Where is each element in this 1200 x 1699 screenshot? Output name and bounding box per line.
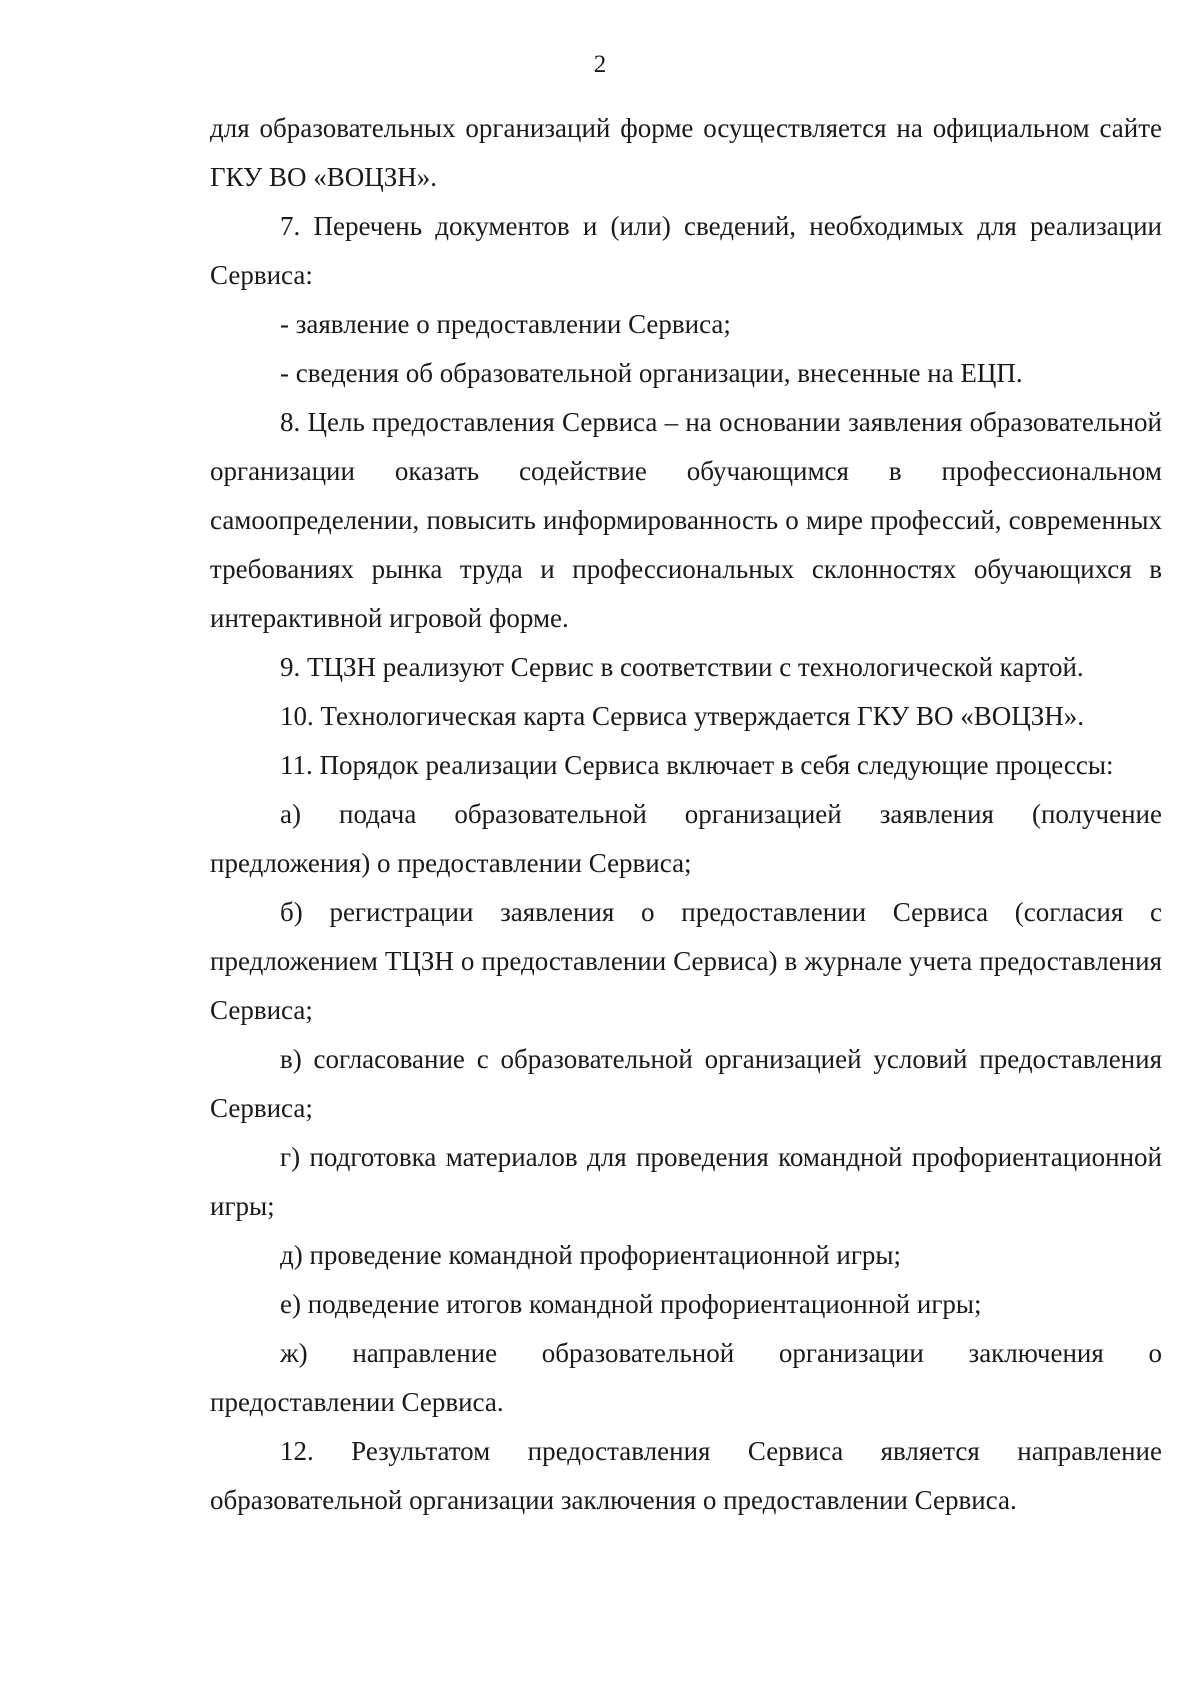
paragraph-subitem-v: в) согласование с образовательной организацией условий предоставления Сервиса; (210, 1044, 1162, 1123)
page-number: 2 (593, 51, 607, 78)
paragraph-item-12: 12. Результатом предоставления Сервиса является направление образовательной организации заключения о предоставлении Сервиса. (210, 1436, 1162, 1515)
paragraph-item-10: 10. Технологическая карта Сервиса утверждается ГКУ ВО «ВОЦЗН». (280, 701, 1085, 731)
paragraph-list-item: - сведения об образовательной организации, внесенные на ЕЦП. (280, 358, 1023, 388)
paragraph-subitem-e: е) подведение итогов командной профориентационной игры; (280, 1289, 982, 1319)
paragraph-subitem-a: а) подача образовательной организацией заявления (получение предложения) о предоставлении Сервиса; (210, 799, 1162, 878)
paragraph-subitem-b: б) регистрации заявления о предоставлении Сервиса (согласия с предложением ТЦЗН о предоставлении Сервиса) в журнале учета предоставления Сервиса; (210, 897, 1162, 1025)
paragraph-item-7: 7. Перечень документов и (или) сведений, необходимых для реализации Сервиса: (210, 211, 1162, 290)
paragraph-continuation: для образовательных организаций форме осуществляется на официальном сайте ГКУ ВО «ВОЦЗН». (210, 113, 1162, 192)
paragraph-list-item: - заявление о предоставлении Сервиса; (280, 309, 731, 339)
paragraph-subitem-zh: ж) направление образовательной организации заключения о предоставлении Сервиса. (210, 1338, 1162, 1417)
paragraph-subitem-g: г) подготовка материалов для проведения командной профориентационной игры; (210, 1142, 1162, 1221)
paragraph-item-9: 9. ТЦЗН реализуют Сервис в соответствии с технологической картой. (280, 652, 1084, 682)
paragraph-subitem-d: д) проведение командной профориентационной игры; (280, 1240, 902, 1270)
document-body (210, 104, 1162, 1525)
paragraph-item-8: 8. Цель предоставления Сервиса – на основании заявления образовательной организации оказать содействие обучающимся в профессиональном самоопределении, повысить информированность о мире профессий, современных требованиях рынка труда и профессиональных склонностях обучающихся в интерактивной игровой форме. (210, 407, 1162, 633)
paragraph-item-11: 11. Порядок реализации Сервиса включает в себя следующие процессы: (280, 750, 1114, 780)
